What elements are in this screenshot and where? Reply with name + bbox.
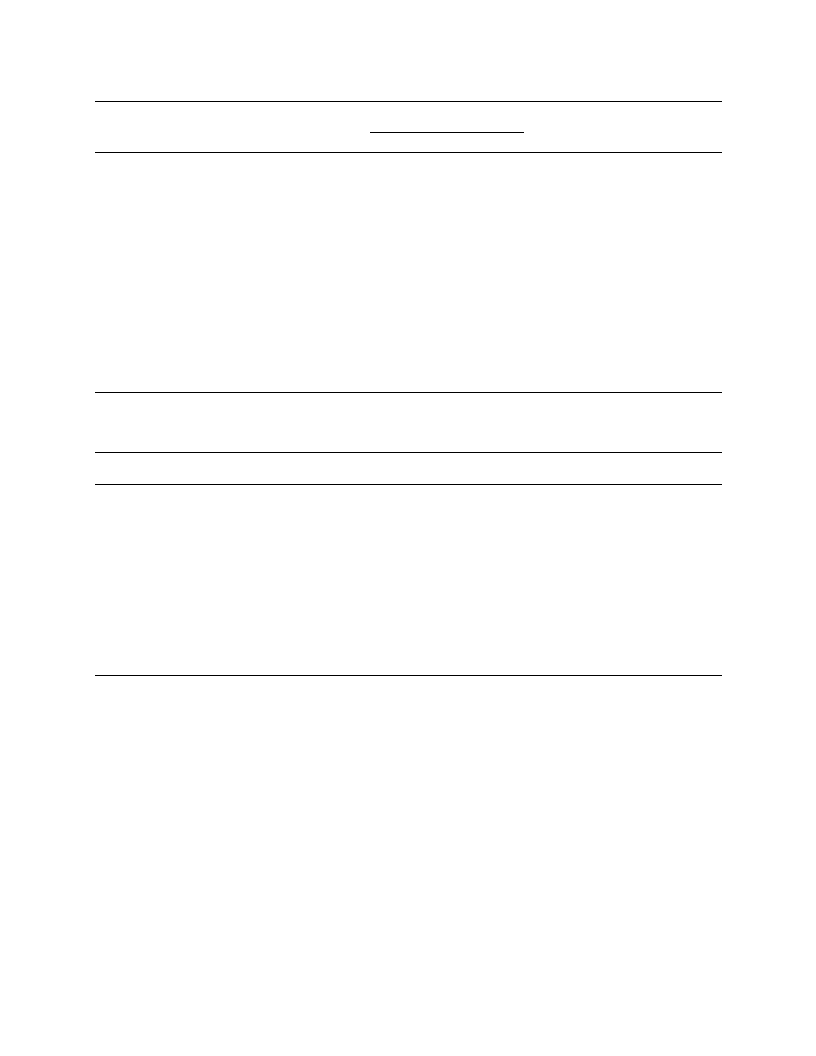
section-rule-1 [95,392,722,393]
column-group-rule [370,132,524,133]
section-rule-2 [95,452,722,453]
table-bottom-rule [95,675,722,676]
section-rule-3 [95,484,722,485]
table-top-rule [95,101,722,102]
header-bottom-rule [95,152,722,153]
